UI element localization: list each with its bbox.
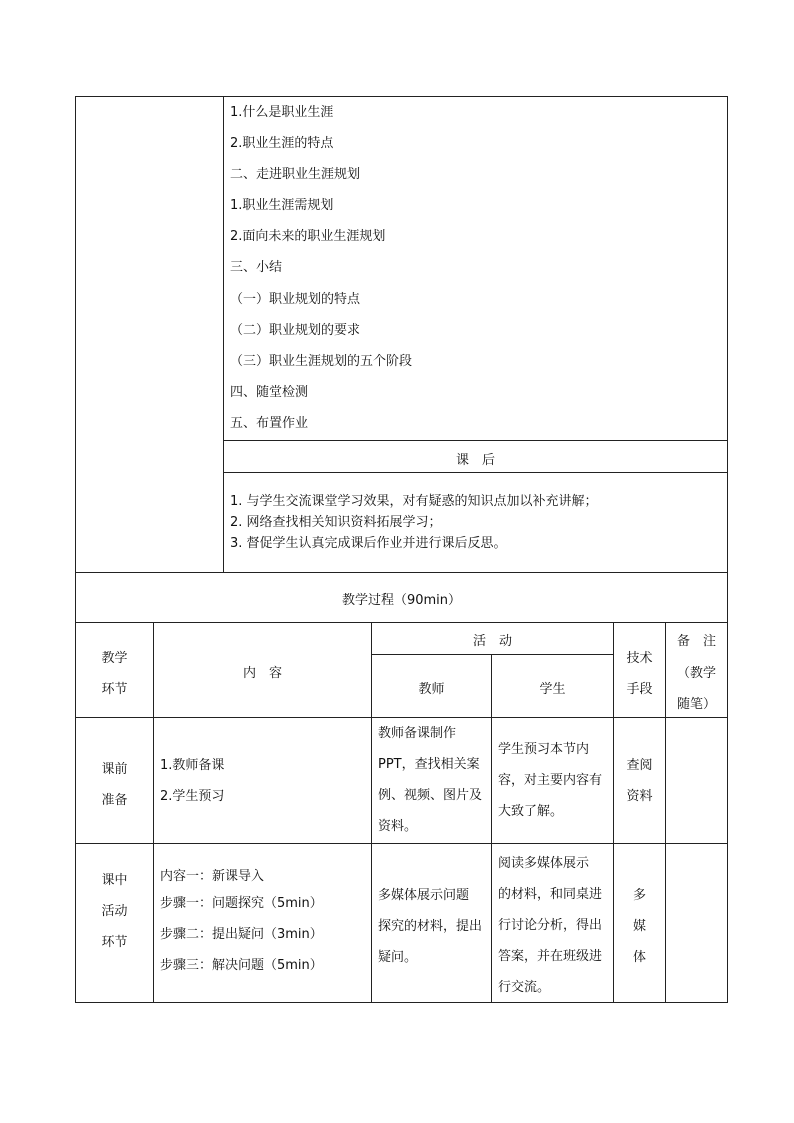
- row1-teacher-line3: 例、视频、图片及: [378, 788, 483, 803]
- after-class-item-1: 1. 与学生交流课堂学习效果，对有疑惑的知识点加以补充讲解；: [230, 494, 598, 509]
- header-content: 内 容: [242, 666, 282, 681]
- header-tech-line2: 手段: [626, 682, 653, 697]
- row1-student-line3: 大致了解。: [498, 804, 564, 819]
- row2-content-line3: 步骤二：提出疑问（3min）: [160, 927, 323, 942]
- header-notes-line1: 备 注: [676, 634, 716, 649]
- outline-line-2: 2.职业生涯的特点: [230, 136, 334, 151]
- process-title: 教学过程（90min）: [341, 593, 462, 608]
- row2-student-line3: 行讨论分析，得出: [498, 918, 603, 933]
- row1-student-line1: 学生预习本节内: [498, 742, 590, 757]
- row2-teacher-line2: 探究的材料，提出: [378, 919, 483, 934]
- header-notes-line3: 随笔）: [676, 697, 716, 712]
- row1-tech-line2: 资料: [626, 789, 653, 804]
- row2-teacher-line1: 多媒体展示问题: [378, 888, 470, 903]
- row1-content-line2: 2.学生预习: [160, 789, 225, 804]
- outline-line-10: 四、随堂检测: [230, 385, 309, 400]
- outline-line-5: 2.面向未来的职业生涯规划: [230, 229, 386, 244]
- outline-line-4: 1.职业生涯需规划: [230, 198, 334, 213]
- header-notes-line2: （教学: [676, 666, 716, 681]
- header-tech-line1: 技术: [626, 651, 653, 666]
- row2-content-line4: 步骤三：解决问题（5min）: [160, 958, 323, 973]
- row1-teacher-line1: 教师备课制作: [378, 726, 457, 741]
- row2-student-line2: 的材料，和同桌进: [498, 887, 603, 902]
- row2-student-line1: 阅读多媒体展示: [498, 856, 590, 871]
- header-teacher: 教师: [418, 682, 445, 697]
- row1-tech-line1: 查阅: [626, 758, 653, 773]
- row1-student-line2: 容，对主要内容有: [498, 773, 603, 788]
- row2-stage-line2: 活动: [101, 904, 128, 919]
- header-stage-line2: 环节: [101, 682, 128, 697]
- outline-line-6: 三、小结: [230, 260, 283, 275]
- outline-line-11: 五、布置作业: [230, 416, 309, 431]
- row2-stage-line1: 课中: [101, 873, 128, 888]
- outline-line-8: （二）职业规划的要求: [230, 323, 361, 338]
- row1-content-line1: 1.教师备课: [160, 758, 225, 773]
- row2-tech-line1: 多: [632, 888, 646, 903]
- row2-stage-line3: 环节: [101, 935, 128, 950]
- row2-content-line2: 步骤一：问题探究（5min）: [160, 896, 323, 911]
- row1-stage-line1: 课前: [101, 762, 128, 777]
- row2-tech-line3: 体: [632, 950, 646, 965]
- outline-line-3: 二、走进职业生涯规划: [230, 167, 361, 182]
- outline-line-7: （一）职业规划的特点: [230, 292, 361, 307]
- header-student: 学生: [539, 682, 566, 697]
- after-class-item-2: 2. 网络查找相关知识资料拓展学习；: [230, 515, 442, 530]
- row2-student-line4: 答案，并在班级进: [498, 949, 603, 964]
- row1-teacher-line4: 资料。: [378, 819, 418, 834]
- after-class-item-3: 3. 督促学生认真完成课后作业并进行课后反思。: [230, 536, 507, 551]
- header-stage-line1: 教学: [101, 651, 128, 666]
- row2-teacher-line3: 疑问。: [378, 950, 418, 965]
- row2-content-line1: 内容一：新课导入: [160, 869, 265, 884]
- row1-stage-line2: 准备: [101, 793, 128, 808]
- row2-student-line5: 行交流。: [498, 980, 551, 995]
- row1-teacher-line2: PPT，查找相关案: [378, 757, 480, 772]
- header-activity: 活 动: [472, 634, 512, 649]
- outline-line-9: （三）职业生涯规划的五个阶段: [230, 354, 413, 369]
- after-class-header: 课 后: [455, 453, 495, 468]
- outline-line-1: 1.什么是职业生涯: [230, 105, 334, 120]
- row2-tech-line2: 媒: [632, 919, 646, 934]
